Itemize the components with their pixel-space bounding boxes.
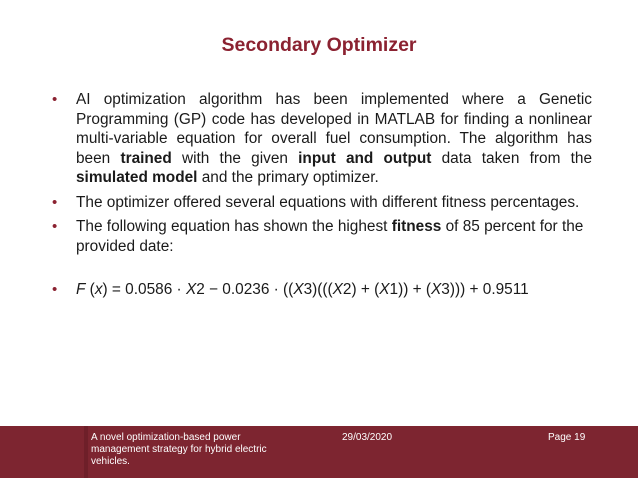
footer-date: 29/03/2020 bbox=[342, 432, 393, 443]
footer-bar bbox=[0, 426, 638, 478]
bullet-ai-algorithm: • AI optimization algorithm has been implemented where a Genetic Programming (GP) code has developed in MATLAB for finding a nonlinear multi-variable equation for overall fuel consumption. The algorithm has been trained with the given input and output data taken from the simulated model and the primary optimizer. bbox=[52, 90, 592, 188]
bullet-list bbox=[52, 90, 592, 300]
footer-left-block bbox=[0, 426, 84, 478]
footer-divider bbox=[84, 426, 88, 478]
bullet-highest-fitness: • The following equation has shown the highest fitness of 85 percent for the provided date: bbox=[52, 217, 592, 256]
footer-page-number: Page 19 bbox=[548, 432, 586, 443]
bullet-equation: • F (x) = 0.0586 · X2 − 0.0236 · ((X3)(((X2) + (X1)) + (X3))) + 0.9511 bbox=[52, 280, 592, 300]
bullet-equations-offered: • The optimizer offered several equations with different fitness percentages. bbox=[52, 193, 592, 213]
slide-title: Secondary Optimizer bbox=[221, 34, 417, 56]
footer-presentation-title: A novel optimization-based power management strategy for hybrid electric vehicles. bbox=[91, 432, 267, 467]
